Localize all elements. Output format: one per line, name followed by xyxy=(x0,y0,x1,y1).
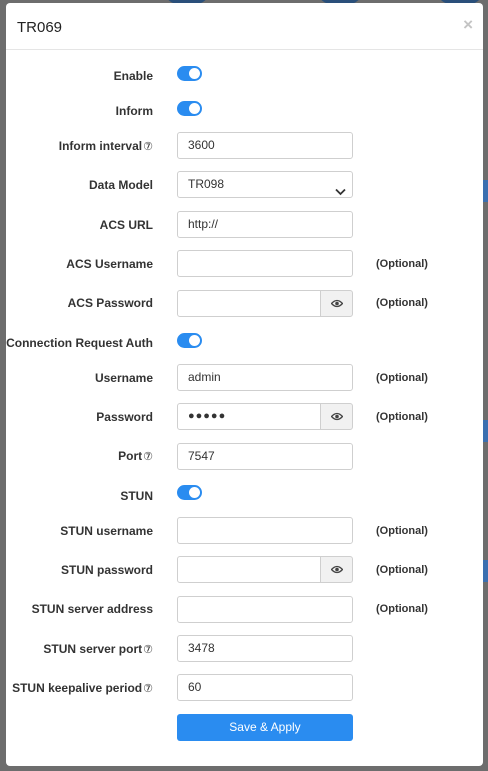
stun-username-input[interactable] xyxy=(177,517,353,544)
stun-password-input[interactable] xyxy=(177,556,321,583)
acs-url-input[interactable]: http:// xyxy=(177,211,353,238)
inform-label: Inform xyxy=(115,104,153,118)
inform-interval-label: Inform interval⑦ xyxy=(58,139,153,153)
help-icon: ⑦ xyxy=(143,141,153,153)
acs-username-label: ACS Username xyxy=(66,257,153,271)
help-icon: ⑦ xyxy=(143,644,153,656)
username-label: Username xyxy=(94,371,153,385)
show-acs-password-button[interactable] xyxy=(320,290,353,317)
tr069-modal xyxy=(6,3,483,766)
enable-label: Enable xyxy=(113,69,153,83)
show-stun-password-button[interactable] xyxy=(320,556,353,583)
stun-server-port-input[interactable]: 3478 xyxy=(177,635,353,662)
optional-hint: (Optional) xyxy=(376,372,428,384)
optional-hint: (Optional) xyxy=(376,258,428,270)
stun-server-port-label: STUN server port⑦ xyxy=(43,642,153,656)
help-icon: ⑦ xyxy=(143,683,153,695)
acs-password-input[interactable] xyxy=(177,290,321,317)
eye-icon xyxy=(331,299,343,308)
password-label: Password xyxy=(96,410,153,424)
inform-interval-input[interactable]: 3600 xyxy=(177,132,353,159)
stun-toggle[interactable] xyxy=(177,485,202,500)
connection-request-auth-label: Connection Request Auth xyxy=(6,336,153,350)
stun-password-label: STUN password xyxy=(60,563,153,577)
stun-label: STUN xyxy=(120,489,153,503)
show-password-button[interactable] xyxy=(320,403,353,430)
optional-hint: (Optional) xyxy=(376,525,428,537)
username-input[interactable]: admin xyxy=(177,364,353,391)
background-edge xyxy=(483,420,488,442)
chevron-down-icon xyxy=(335,180,346,205)
stun-username-label: STUN username xyxy=(60,524,153,538)
help-icon: ⑦ xyxy=(143,451,153,463)
connection-request-auth-toggle[interactable] xyxy=(177,333,202,348)
acs-username-input[interactable] xyxy=(177,250,353,277)
stun-keepalive-period-input[interactable]: 60 xyxy=(177,674,353,701)
eye-icon xyxy=(331,412,343,421)
optional-hint: (Optional) xyxy=(376,603,428,615)
data-model-select[interactable] xyxy=(177,171,353,198)
optional-hint: (Optional) xyxy=(376,297,428,309)
stun-keepalive-period-label: STUN keepalive period⑦ xyxy=(12,681,153,695)
acs-url-label: ACS URL xyxy=(99,218,153,232)
port-input[interactable]: 7547 xyxy=(177,443,353,470)
acs-password-label: ACS Password xyxy=(67,296,153,310)
stun-server-address-input[interactable] xyxy=(177,596,353,623)
data-model-value: TR098 xyxy=(188,177,225,191)
optional-hint: (Optional) xyxy=(376,564,428,576)
data-model-label: Data Model xyxy=(88,178,153,192)
optional-hint: (Optional) xyxy=(376,411,428,423)
save-apply-button[interactable]: Save & Apply xyxy=(177,714,353,741)
modal-header xyxy=(6,3,483,50)
inform-toggle[interactable] xyxy=(177,101,202,116)
password-input[interactable]: ●●●●● xyxy=(177,403,321,430)
close-icon[interactable]: × xyxy=(463,15,473,34)
background-edge xyxy=(483,180,488,202)
stun-server-address-label: STUN server address xyxy=(31,602,153,616)
eye-icon xyxy=(331,565,343,574)
enable-toggle[interactable] xyxy=(177,66,202,81)
modal-title: TR069 xyxy=(17,19,63,36)
port-label: Port⑦ xyxy=(118,449,153,463)
background-edge xyxy=(483,560,488,582)
